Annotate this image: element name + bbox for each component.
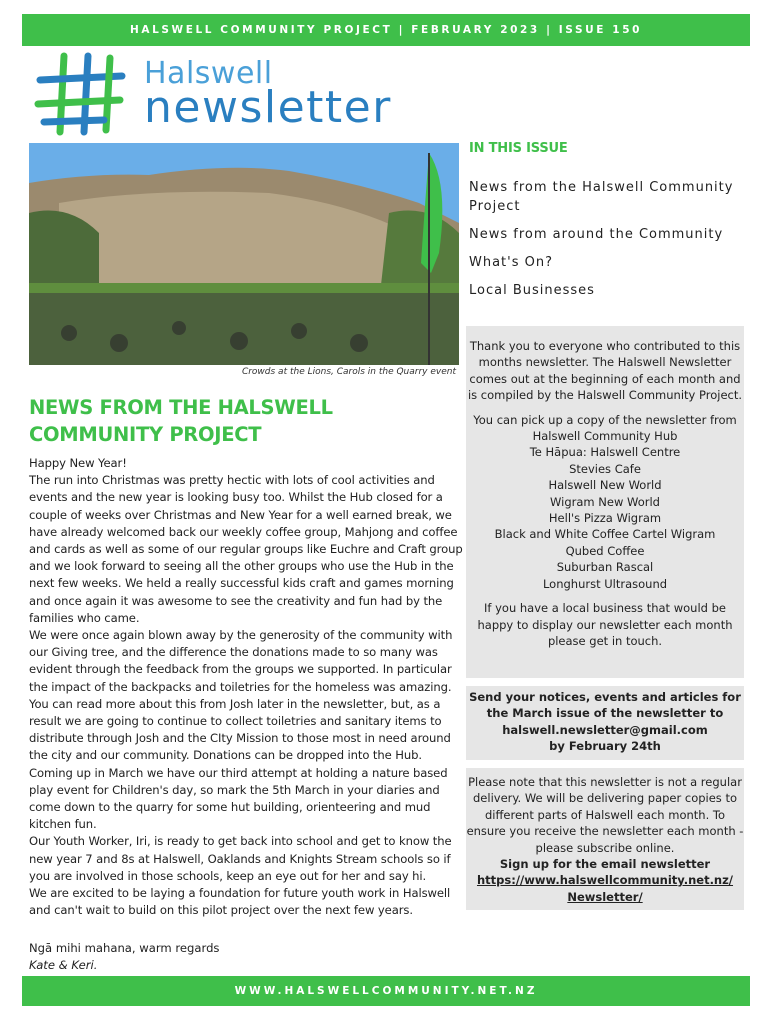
pickup-location: Qubed Coffee — [565, 543, 645, 558]
pickup-location: Halswell New World — [548, 478, 662, 493]
article-body — [29, 455, 465, 919]
pickup-location: Suburban Rascal — [556, 560, 654, 575]
article-title-line1: NEWS FROM THE HALSWELL — [29, 396, 333, 419]
toc-item: News from the Halswell Community Project — [469, 180, 734, 214]
delivery-note: Please note that this newsletter is not a regular delivery. We will be delivering paper copies to different parts of Halswell each month. To ensure you receive the newsletter each month - please subscribe online. — [466, 775, 744, 855]
delivery-info-box — [466, 768, 744, 910]
submit-info-box — [466, 686, 744, 760]
local-business-text: If you have a local business that would be happy to display our newsletter each month please get in touch. — [477, 601, 733, 648]
carols-crowd-photo — [29, 143, 459, 365]
header-banner-text: HALSWELL COMMUNITY PROJECT | FEBRUARY 2023 | ISSUE 150 — [129, 24, 643, 36]
pickup-location: Longhurst Ultrasound — [542, 576, 668, 591]
footer-url[interactable]: WWW.HALSWELLCOMMUNITY.NET.NZ — [234, 985, 538, 997]
pickup-location: Black and White Coffee Cartel Wigram — [494, 527, 716, 542]
article-paragraph: We are excited to be laying a foundation for future youth work in Halswell and can't wait to build on this pilot project over the next few years. — [29, 886, 451, 918]
signoff-names: Kate & Keri. — [29, 958, 98, 973]
hashtag-logo-icon — [34, 52, 126, 136]
logo-word-halswell: Halswell — [144, 56, 273, 91]
photo-caption: Crowds at the Lions, Carols in the Quarry event — [241, 367, 456, 377]
toc-list — [469, 178, 749, 309]
signup-label: Sign up for the email newsletter — [499, 857, 711, 872]
toc-item: Local Businesses — [469, 283, 595, 298]
article-title — [29, 394, 449, 448]
submit-text: Send your notices, events and articles for the March issue of the newsletter to — [469, 690, 741, 721]
signoff-text: Ngā mihi mahana, warm regards — [29, 941, 220, 955]
toc-item: What's On? — [469, 255, 554, 270]
pickup-location: Stevies Cafe — [569, 461, 641, 476]
pickup-location: Halswell Community Hub — [532, 429, 678, 444]
article-paragraph: The run into Christmas was pretty hectic with lots of cool activities and events and the new year is looking busy too. Whilst the Hub closed for a couple of weeks over Christmas and New Year for a well earned break, we have already welcomed back our weekly coffee group, Mahjong and coffee and cards as well as some of our regular groups like Euchre and Craft group and we look forward to seeing all the other groups who use the Hub in the next few weeks. We held a really successful kids craft and games morning and once again it was awesome to see the creativity and fun had by the families who came. — [29, 473, 463, 625]
signup-link[interactable]: https://www.halswellcommunity.net.nz/Newsletter/ — [476, 873, 734, 904]
pickup-intro: You can pick up a copy of the newsletter from — [473, 412, 737, 427]
article-title-line2: COMMUNITY PROJECT — [29, 423, 262, 446]
toc-item: News from around the Community — [469, 227, 724, 242]
photo-illustration — [29, 143, 459, 365]
article-paragraph: Coming up in March we have our third attempt at holding a nature based play event for Children's day, so mark the 5th March in your diaries and come down to the quarry for some hut building, orienteering and mud kitchen fun. — [29, 765, 448, 832]
article-signoff — [29, 940, 219, 974]
article-paragraph: Happy New Year! — [29, 456, 127, 470]
logo-word-newsletter: newsletter — [144, 82, 392, 133]
pickup-location: Wigram New World — [550, 494, 660, 509]
pickup-info-box — [466, 326, 744, 678]
thanks-text: Thank you to everyone who contributed to this months newsletter. The Halswell Newsletter comes out at the beginning of each month and is compiled by the Halswell Community Project. — [467, 339, 743, 403]
pickup-location: Te Hāpua: Halswell Centre — [529, 445, 681, 460]
article-paragraph: We were once again blown away by the generosity of the community with our Giving tree, and the difference the donations made to so many was evident through the feedback from the groups we supported. In particular the impact of the backpacks and toiletries for the homeless was amazing. You can read more about this from Josh later in the newsletter, but, as a result we are going to continue to collect toiletries and sanitary items to distribute through Josh and the CIty Mission to those most in need around the city and our community. Donations can be dropped into the Hub. — [29, 628, 453, 763]
submit-email[interactable]: halswell.newsletter@gmail.com — [502, 722, 708, 737]
newsletter-logo — [34, 52, 414, 136]
article-paragraph: Our Youth Worker, Iri, is ready to get back into school and get to know the new year 7 and 8s at Halswell, Oaklands and Knights Stream schools so if you are involved in those schools, keep an eye out for her and say hi. — [29, 834, 452, 883]
header-banner — [22, 14, 750, 46]
submit-deadline: by February 24th — [549, 739, 661, 754]
pickup-location: Hell's Pizza Wigram — [548, 511, 662, 526]
toc-title: IN THIS ISSUE — [469, 141, 568, 156]
footer-banner — [22, 976, 750, 1006]
